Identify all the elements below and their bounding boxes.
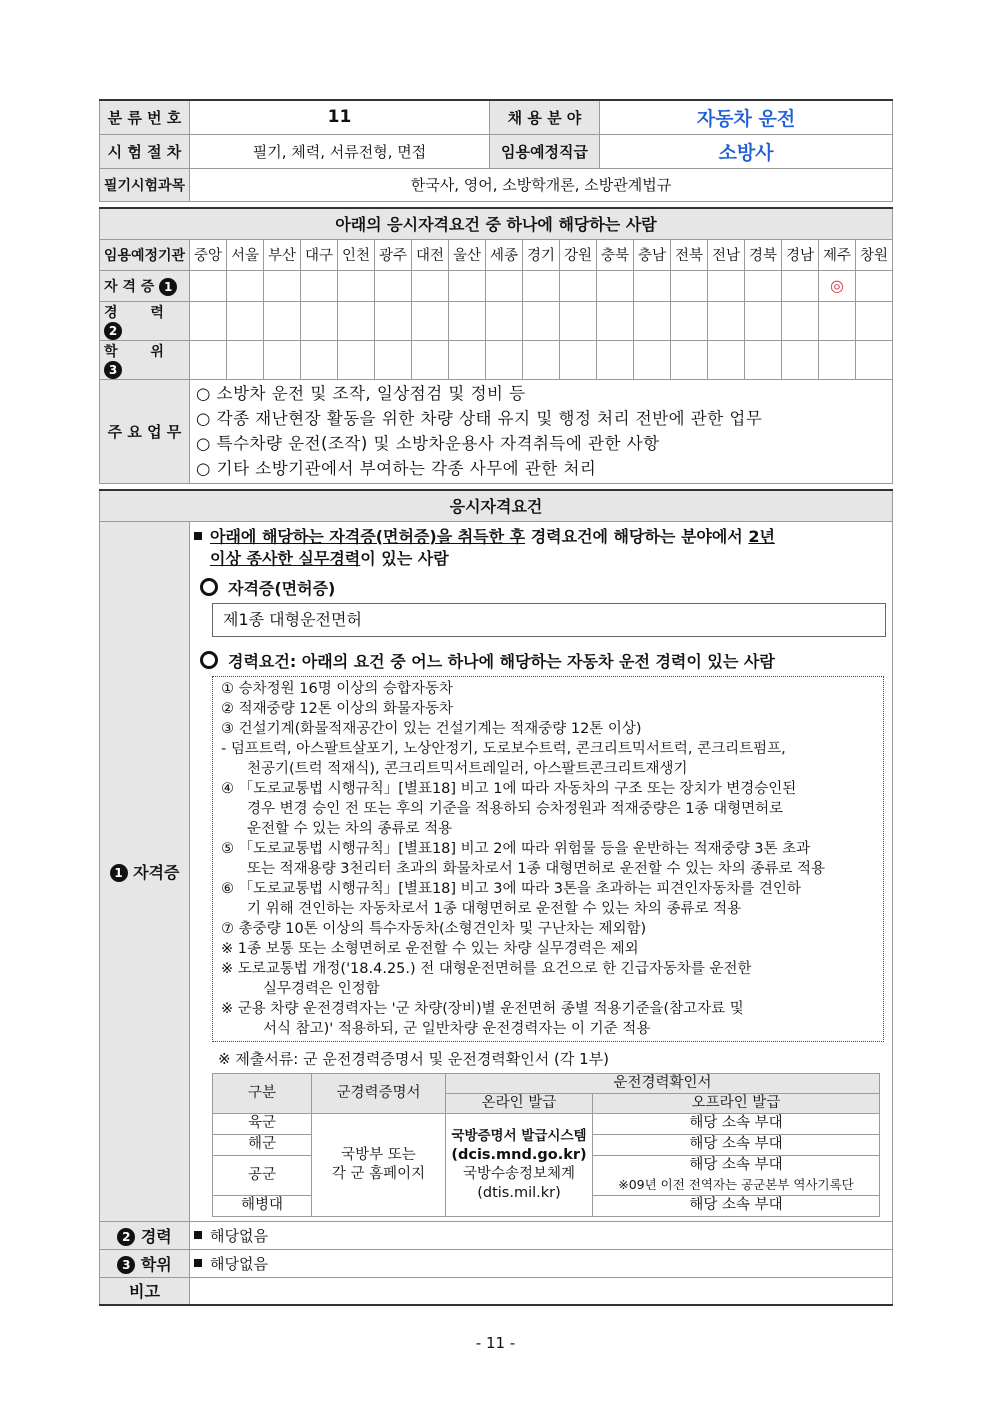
career-line: ※ 도로교통법 개정('18.4.25.) 전 대형운전면허를 요건으로 한 긴급자동차를 운전한 (221, 960, 752, 977)
subject-value: 한국사, 영어, 소방학개론, 소방관계법규 (190, 168, 893, 201)
region-cell: 창원 (856, 239, 893, 270)
region-cell: 충남 (634, 239, 671, 270)
num-badge-2: 2 (104, 322, 122, 340)
num-badge-2: 2 (117, 1228, 135, 1246)
cert-main-a: 아래에 해당하는 자격증(면허증)을 취득한 후 (210, 526, 526, 546)
career-line: 경우 변경 승인 전 또는 후의 기준을 적용하되 승차정원과 적재중량은 1종 대형면허로 (247, 800, 784, 817)
career-line: ※ 1종 보통 또는 소형면허로 운전할 수 있는 차량 실무경력은 제외 (221, 940, 639, 957)
rank-value: 소방사 (600, 134, 893, 168)
career-section-label (100, 1221, 190, 1249)
docs-offline: 해당 소속 부대 (593, 1113, 880, 1134)
career-line: ② 적재중량 12톤 이상의 화물자동차 (221, 700, 453, 717)
region-cell: 세종 (486, 239, 523, 270)
num-badge-1: 1 (159, 278, 177, 296)
region-cell: 서울 (227, 239, 264, 270)
field-label: 채 용 분 야 (490, 100, 600, 134)
exam-value: 필기, 체력, 서류전형, 면접 (190, 134, 490, 168)
career-line: ※ 군용 차량 운전경력자는 '군 차량(장비)별 운전면허 종별 적용기준을(참고자료 및 (221, 1000, 744, 1017)
region-cell: 전남 (708, 239, 745, 270)
region-cell: 부산 (264, 239, 301, 270)
cert-row (100, 270, 893, 301)
career-line: ⑤ 「도로교통법 시행규칙」[별표18] 비고 2에 따라 위험물 등을 운반하는 적재중량 3톤 초과 (221, 840, 811, 857)
degree-row-label-text: 학 위 (104, 343, 178, 360)
num-badge-3: 3 (104, 361, 122, 379)
cert-section-row (100, 521, 893, 1221)
career-line: 기 위해 견인하는 자동차로서 1종 대형면허로 운전할 수 있는 차의 종류로 적용 (247, 900, 742, 917)
cert-heading (190, 576, 892, 599)
docs-h-offline: 오프라인 발급 (593, 1093, 880, 1113)
docs-h-cert: 군경력증명서 (312, 1073, 446, 1113)
career-requirements-box (212, 676, 884, 1042)
docs-cert-value (312, 1113, 446, 1216)
career-value-text: 해당없음 (210, 1226, 268, 1245)
cert-row-label-text: 자 격 증 (104, 278, 155, 295)
degree-section-label-text: 학위 (140, 1254, 172, 1274)
degree-row-label (100, 340, 190, 379)
career-line: 서식 참고)' 적용하되, 군 일반차량 운전경력자는 이 기준 적용 (263, 1020, 651, 1037)
career-heading-text: 경력요건: 아래의 요건 중 어느 하나에 해당하는 자동차 운전 경력이 있는 사람 (228, 651, 775, 671)
career-line: 또는 적재용량 3천리터 초과의 화물차로서 1종 대형면허로 운전할 수 있는 차의 종류로 적용 (247, 860, 826, 877)
submit-note: ※ 제출서류: 군 운전경력증명서 및 운전경력확인서 (각 1부) (218, 1049, 610, 1068)
duty-item: ○ 기타 소방기관에서 부여하는 각종 사무에 관한 처리 (196, 459, 597, 478)
cert-heading-text: 자격증(면허증) (228, 578, 336, 598)
region-cell: 대구 (301, 239, 338, 270)
career-row-label (100, 301, 190, 340)
class-no-label: 분 류 번 호 (100, 100, 190, 134)
region-cell: 대전 (412, 239, 449, 270)
exam-label: 시 험 절 차 (100, 134, 190, 168)
docs-cat: 해병대 (213, 1195, 312, 1216)
career-line: ④ 「도로교통법 시행규칙」[별표18] 비고 1에 따라 자동차의 구조 또는 장치가 변경승인된 (221, 780, 797, 797)
docs-cert-value-2: 각 군 홈페이지 (331, 1165, 426, 1182)
docs-offline-text: 해당 소속 부대 (689, 1157, 783, 1173)
career-line: ① 승차정원 16명 이상의 승합자동차 (221, 680, 453, 697)
docs-online-2: (dcis.mnd.go.kr) (451, 1146, 587, 1163)
header-table (99, 99, 893, 202)
career-section-label-text: 경력 (140, 1226, 172, 1246)
career-line: 천공기(트럭 적재식), 콘크리트믹서트레일러, 아스팔트콘크리트재생기 (247, 760, 688, 777)
duties-label: 주 요 업 무 (100, 379, 190, 483)
cert-value: 제1종 대형운전면허 (212, 603, 886, 637)
num-badge-3: 3 (117, 1256, 135, 1274)
career-section-row (100, 1221, 893, 1249)
remarks-row (100, 1277, 893, 1305)
docs-offline: 해당 소속 부대 (593, 1195, 880, 1216)
region-cell: 중앙 (190, 239, 227, 270)
field-value: 자동차 운전 (600, 100, 893, 134)
docs-offline-note: ※09년 이전 전역자는 공군본부 역사기록단 (618, 1177, 854, 1192)
docs-table (212, 1073, 880, 1217)
region-cell: 경남 (782, 239, 819, 270)
region-cell: 충북 (597, 239, 634, 270)
num-badge-1: 1 (110, 864, 128, 882)
career-line: ⑥ 「도로교통법 시행규칙」[별표18] 비고 3에 따라 3톤을 초과하는 피견인자동차를 견인하 (221, 880, 801, 897)
region-table (99, 207, 893, 484)
docs-online-3: 국방수송정보체계 (462, 1165, 576, 1182)
cert-main-line2 (190, 548, 892, 570)
region-cell: 경북 (745, 239, 782, 270)
jeju-mark: ◎ (819, 270, 856, 301)
docs-online (446, 1113, 593, 1216)
duty-item: ○ 특수차량 운전(조작) 및 소방차운용사 자격취득에 관한 사항 (196, 434, 660, 453)
docs-h-online: 온라인 발급 (446, 1093, 593, 1113)
duty-item: ○ 소방차 운전 및 조작, 일상점검 및 정비 등 (196, 384, 526, 403)
career-line: 운전할 수 있는 차의 종류로 적용 (247, 820, 453, 837)
square-bullet-icon (194, 532, 202, 540)
cert-section-label (100, 521, 190, 1221)
circle-bullet-icon (200, 651, 218, 669)
docs-online-1: 국방증명서 발급시스템 (451, 1127, 587, 1144)
degree-section-value (190, 1249, 893, 1277)
cert-main-e: 이 있는 사람 (360, 548, 449, 568)
region-label: 임용예정기관 (100, 239, 190, 270)
docs-h-category: 구분 (213, 1073, 312, 1113)
region-cell: 전북 (671, 239, 708, 270)
degree-section-label (100, 1249, 190, 1277)
region-cell: 광주 (375, 239, 412, 270)
career-row (100, 301, 893, 340)
docs-offline-airforce (593, 1155, 880, 1195)
square-bullet-icon (194, 1231, 202, 1239)
rank-label: 임용예정직급 (490, 134, 600, 168)
job-spec-document (99, 99, 893, 1306)
docs-online-4: (dtis.mil.kr) (477, 1184, 561, 1201)
career-line: ⑦ 총중량 10톤 이상의 특수자동차(소형견인차 및 구난차는 제외함) (221, 920, 647, 937)
docs-cat: 해군 (213, 1134, 312, 1155)
docs-offline: 해당 소속 부대 (593, 1134, 880, 1155)
duties-row (100, 379, 893, 483)
cert-main-line1 (190, 526, 892, 548)
degree-section-row (100, 1249, 893, 1277)
cert-section-body (190, 521, 893, 1221)
remarks-label: 비고 (100, 1277, 190, 1305)
cert-section-label-text: 자격증 (133, 862, 180, 882)
region-header-row (100, 239, 893, 270)
degree-value-text: 해당없음 (210, 1254, 268, 1273)
cert-main-c: 2년 (748, 526, 775, 546)
circle-bullet-icon (200, 578, 218, 596)
docs-h-confirm: 운전경력확인서 (446, 1073, 880, 1093)
requirements-title: 응시자격요건 (100, 490, 893, 522)
cert-main-b: 경력요건에 해당하는 분야에서 (525, 526, 749, 546)
class-no-value: 11 (190, 100, 490, 134)
docs-cert-value-1: 국방부 또는 (341, 1146, 416, 1163)
career-line: 실무경력은 인정함 (263, 980, 380, 997)
region-cell: 제주 (819, 239, 856, 270)
duties-list (190, 379, 893, 483)
cert-row-label (100, 270, 190, 301)
career-line: - 덤프트럭, 아스팔트살포기, 노상안정기, 도로보수트럭, 콘크리트믹서트럭, 콘크리트펌프, (221, 740, 786, 757)
cert-main-d: 이상 종사한 실무경력 (210, 548, 361, 568)
duty-item: ○ 각종 재난현장 활동을 위한 차량 상태 유지 및 행정 처리 전반에 관한 업무 (196, 409, 763, 428)
region-cell: 경기 (523, 239, 560, 270)
square-bullet-icon (194, 1259, 202, 1267)
remarks-value (190, 1277, 893, 1305)
region-cell: 인천 (338, 239, 375, 270)
career-section-value (190, 1221, 893, 1249)
subject-label: 필기시험과목 (100, 168, 190, 201)
region-cell: 울산 (449, 239, 486, 270)
career-row-label-text: 경 력 (104, 304, 178, 321)
page-number: - 11 - (475, 1334, 516, 1352)
docs-cat: 육군 (213, 1113, 312, 1134)
eligibility-title: 아래의 응시자격요건 중 하나에 해당하는 사람 (100, 208, 893, 240)
region-cell: 강원 (560, 239, 597, 270)
requirements-table (99, 489, 893, 1307)
career-heading (190, 649, 892, 672)
degree-row (100, 340, 893, 379)
career-line: ③ 건설기계(화물적재공간이 있는 건설기계는 적재중량 12톤 이상) (221, 720, 642, 737)
docs-cat: 공군 (213, 1155, 312, 1195)
